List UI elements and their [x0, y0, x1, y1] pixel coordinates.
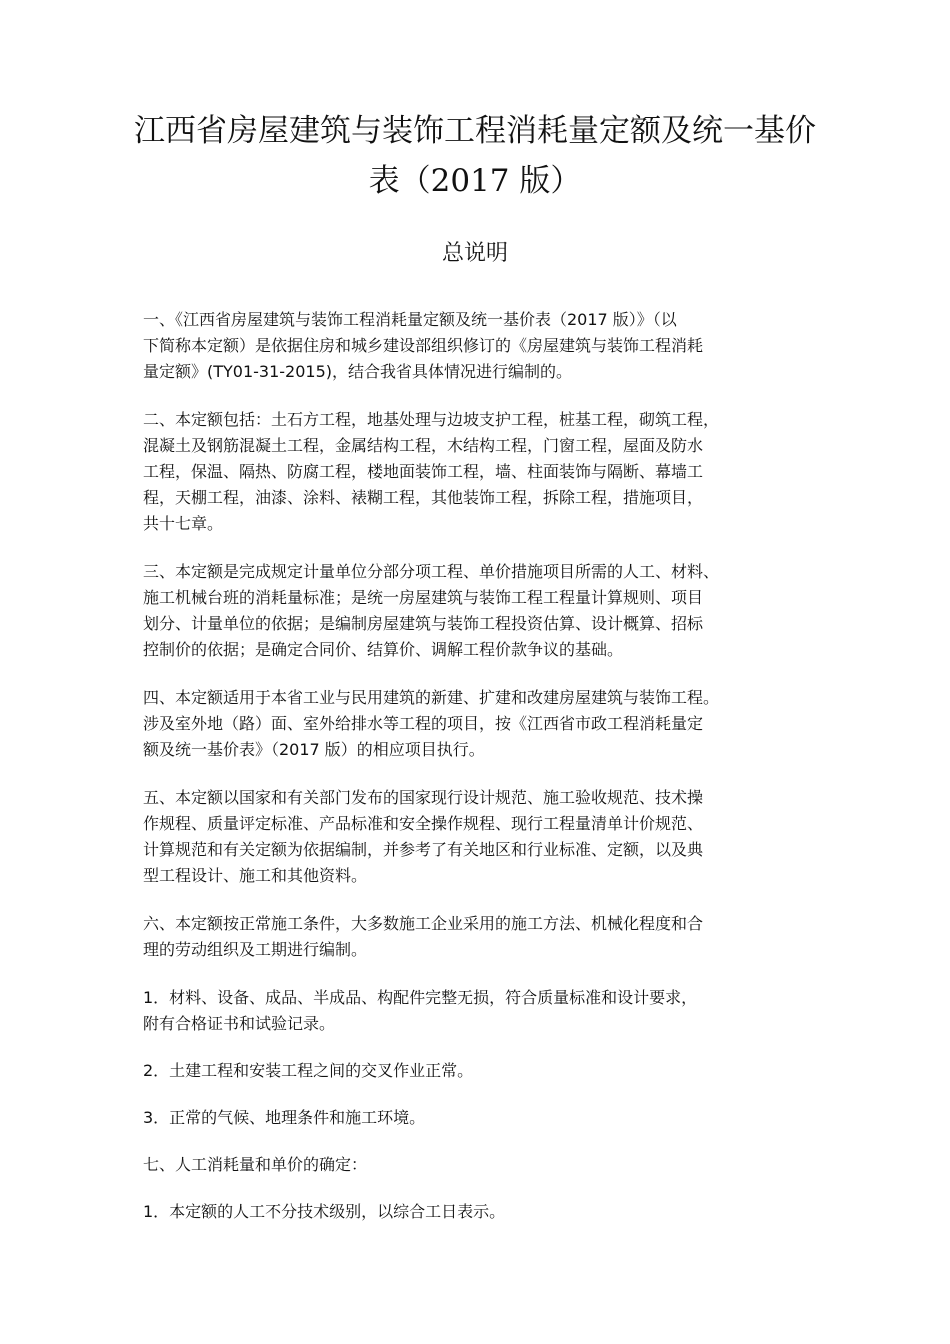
document-body — [143, 307, 823, 1246]
paragraph-line: 程，天棚工程，油漆、涂料、裱糊工程，其他装饰工程，拆除工程，措施项目， — [143, 488, 704, 507]
document-title-line-2: 表（2017 版） — [368, 163, 582, 199]
paragraph-line: 二、本定额包括：土石方工程，地基处理与边坡支护工程，桩基工程，砌筑工程， — [143, 410, 720, 429]
paragraph-4 — [143, 685, 823, 763]
paragraph-line: 作规程、质量评定标准、产品标准和安全操作规程、现行工程量清单计价规范、 — [143, 814, 704, 833]
paragraph-line: 下简称本定额）是依据住房和城乡建设部组织修订的《房屋建筑与装饰工程消耗 — [143, 336, 704, 355]
paragraph-line: 七、人工消耗量和单价的确定： — [143, 1155, 368, 1174]
paragraph-line: 工程，保温、隔热、防腐工程，楼地面装饰工程，墙、柱面装饰与隔断、幕墙工 — [143, 462, 704, 481]
paragraph-line: 四、本定额适用于本省工业与民用建筑的新建、扩建和改建房屋建筑与装饰工程。 — [143, 688, 720, 707]
paragraph-line: 额及统一基价表》（2017 版）的相应项目执行。 — [143, 740, 485, 759]
paragraph-line: 3．正常的气候、地理条件和施工环境。 — [143, 1108, 426, 1127]
paragraph-line: 1．本定额的人工不分技术级别，以综合工日表示。 — [143, 1202, 506, 1221]
paragraph-line: 量定额》(TY01-31-2015)，结合我省具体情况进行编制的。 — [143, 362, 573, 381]
paragraph-line: 一、《江西省房屋建筑与装饰工程消耗量定额及统一基价表（2017 版）》（以 — [143, 310, 677, 329]
paragraph-line: 附有合格证书和试验记录。 — [143, 1014, 336, 1033]
paragraph-3 — [143, 559, 823, 663]
list-item-1 — [143, 985, 823, 1037]
paragraph-line: 涉及室外地（路）面、室外给排水等工程的项目，按《江西省市政工程消耗量定 — [143, 714, 704, 733]
document-title-line-1: 江西省房屋建筑与装饰工程消耗量定额及统一基价 — [134, 113, 816, 149]
paragraph-line: 施工机械台班的消耗量标准；是统一房屋建筑与装饰工程工程量计算规则、项目 — [143, 588, 704, 607]
paragraph-line: 五、本定额以国家和有关部门发布的国家现行设计规范、施工验收规范、技术操 — [143, 788, 704, 807]
paragraph-line: 三、本定额是完成规定计量单位分部分项工程、单价措施项目所需的人工、材料、 — [143, 562, 720, 581]
list-item-2 — [143, 1058, 823, 1084]
paragraph-5 — [143, 785, 823, 889]
paragraph-line: 型工程设计、施工和其他资料。 — [143, 866, 368, 885]
paragraph-line: 六、本定额按正常施工条件，大多数施工企业采用的施工方法、机械化程度和合 — [143, 914, 704, 933]
paragraph-1 — [143, 307, 823, 385]
paragraph-2 — [143, 407, 823, 537]
paragraph-6 — [143, 911, 823, 963]
list-item-3 — [143, 1105, 823, 1131]
paragraph-7 — [143, 1152, 823, 1178]
paragraph-line: 1．材料、设备、成品、半成品、构配件完整无损，符合质量标准和设计要求， — [143, 988, 698, 1007]
paragraph-line: 理的劳动组织及工期进行编制。 — [143, 940, 368, 959]
paragraph-line: 混凝土及钢筋混凝土工程，金属结构工程，木结构工程，门窗工程，屋面及防水 — [143, 436, 704, 455]
paragraph-line: 计算规范和有关定额为依据编制，并参考了有关地区和行业标准、定额，以及典 — [143, 840, 704, 859]
paragraph-line: 共十七章。 — [143, 514, 224, 533]
paragraph-line: 划分、计量单位的依据；是编制房屋建筑与装饰工程投资估算、设计概算、招标 — [143, 614, 704, 633]
paragraph-line: 2．土建工程和安装工程之间的交叉作业正常。 — [143, 1061, 474, 1080]
list-item-4 — [143, 1199, 823, 1225]
section-heading: 总说明 — [441, 241, 508, 266]
paragraph-line: 控制价的依据；是确定合同价、结算价、调解工程价款争议的基础。 — [143, 640, 624, 659]
